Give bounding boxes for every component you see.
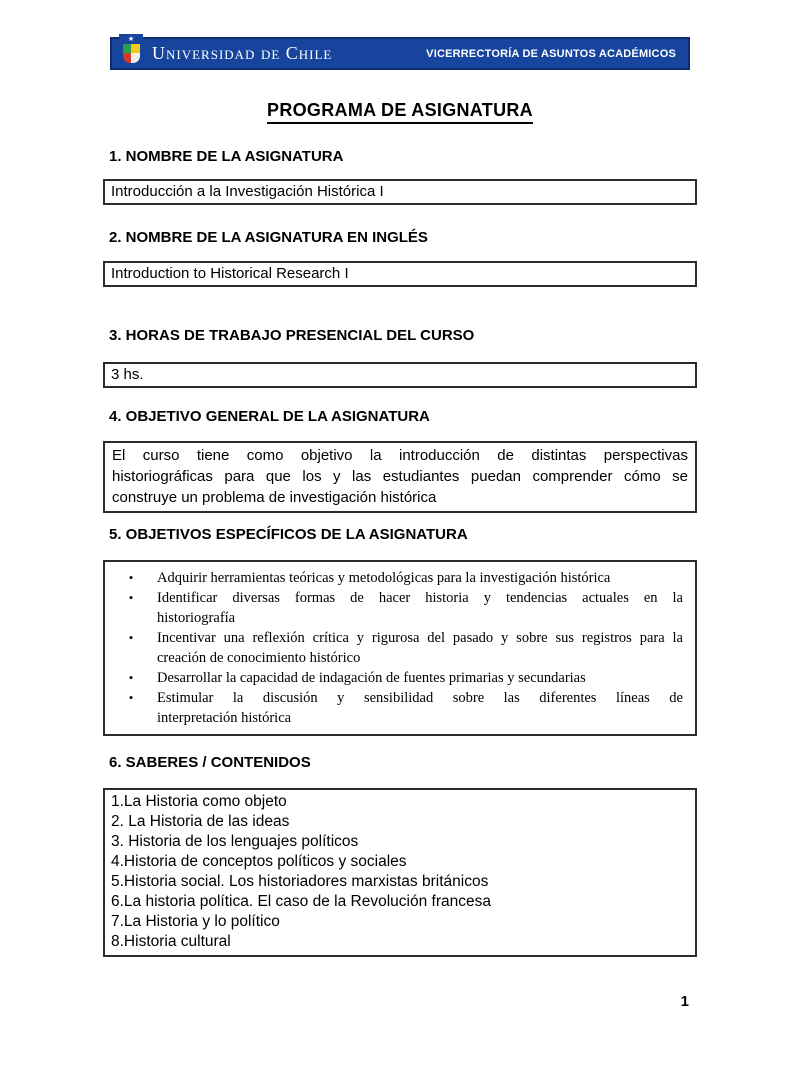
list-item [105, 688, 685, 728]
bullet-line: Desarrollar la capacidad de indagación de fuentes primarias y secundarias [157, 670, 586, 686]
section-5-heading: 5. OBJETIVOS ESPECÍFICOS DE LA ASIGNATURA [109, 526, 468, 543]
content-item: 7.La Historia y lo político [111, 913, 280, 930]
bullet-line: Adquirir herramientas teóricas y metodológicas para la investigación histórica [157, 570, 611, 586]
shield-quadrant-green [123, 44, 132, 54]
bullet-icon: • [128, 630, 134, 645]
section-1-heading: 1. NOMBRE DE LA ASIGNATURA [109, 148, 344, 165]
section-5-box [103, 560, 697, 736]
section-1-box [103, 179, 697, 205]
university-crest-icon [119, 34, 143, 64]
bullet-icon: • [128, 570, 134, 585]
bullet-text [157, 568, 685, 588]
header-banner [110, 37, 690, 70]
course-hours: 3 hs. [111, 366, 144, 383]
list-item [105, 588, 685, 628]
objective-line: historiográficas para que los y las estudiantes puedan comprender cómo se [112, 468, 688, 485]
star-icon: ★ [127, 35, 135, 43]
course-name-en: Introduction to Historical Research I [111, 265, 349, 282]
department-name: VICERRECTORÍA DE ASUNTOS ACADÉMICOS [426, 47, 676, 60]
bullet-line: creación de conocimiento histórico [157, 650, 361, 666]
content-item: 6.La historia política. El caso de la Revolución francesa [111, 893, 491, 910]
section-2-box [103, 261, 697, 287]
section-3-heading: 3. HORAS DE TRABAJO PRESENCIAL DEL CURSO [109, 327, 475, 344]
bullet-text [157, 688, 685, 728]
bullet-text [157, 628, 685, 668]
bullet-icon: • [128, 670, 134, 685]
bullet-line: historiografía [157, 610, 236, 626]
content-item: 8.Historia cultural [111, 933, 231, 950]
page-number: 1 [680, 993, 689, 1010]
objective-line: El curso tiene como objetivo la introducción de distintas perspectivas [112, 447, 688, 464]
list-item [105, 568, 685, 588]
objective-line: construye un problema de investigación histórica [112, 489, 437, 506]
content-item: 3. Historia de los lenguajes políticos [111, 833, 359, 850]
bullet-line: Identificar diversas formas de hacer historia y tendencias actuales en la [157, 590, 683, 606]
bullet-icon: • [128, 690, 134, 705]
section-4-box [103, 441, 697, 513]
content-item: 2. La Historia de las ideas [111, 813, 290, 830]
bullet-text [157, 668, 685, 688]
bullet-line: Estimular la discusión y sensibilidad sobre las diferentes líneas de [157, 690, 683, 706]
bullet-line: interpretación histórica [157, 710, 292, 726]
content-item: 5.Historia social. Los historiadores marxistas británicos [111, 873, 489, 890]
bullet-line: Incentivar una reflexión crítica y rigurosa del pasado y sobre sus registros para la [157, 630, 683, 646]
shield-quadrant-yellow [131, 44, 140, 54]
section-3-box [103, 362, 697, 388]
header-left [112, 35, 333, 68]
objectives-list [105, 568, 685, 728]
content-item: 1.La Historia como objeto [111, 793, 287, 810]
section-6-heading: 6. SABERES / CONTENIDOS [109, 754, 311, 771]
shield-icon [123, 44, 140, 63]
document-page [0, 37, 800, 1072]
bullet-text [157, 588, 685, 628]
section-6-box [103, 788, 697, 957]
shield-quadrant-white [131, 53, 140, 63]
bullet-icon: • [128, 590, 134, 605]
content-item: 4.Historia de conceptos políticos y sociales [111, 853, 407, 870]
course-name-es: Introducción a la Investigación Histórica I [111, 183, 384, 200]
section-2-heading: 2. NOMBRE DE LA ASIGNATURA EN INGLÉS [109, 229, 428, 246]
title-container [103, 100, 697, 124]
university-name: Universidad de Chile [152, 43, 333, 63]
list-item [105, 668, 685, 688]
list-item [105, 628, 685, 668]
shield-quadrant-red [123, 53, 132, 63]
section-4-heading: 4. OBJETIVO GENERAL DE LA ASIGNATURA [109, 408, 430, 425]
document-title: PROGRAMA DE ASIGNATURA [267, 100, 533, 124]
